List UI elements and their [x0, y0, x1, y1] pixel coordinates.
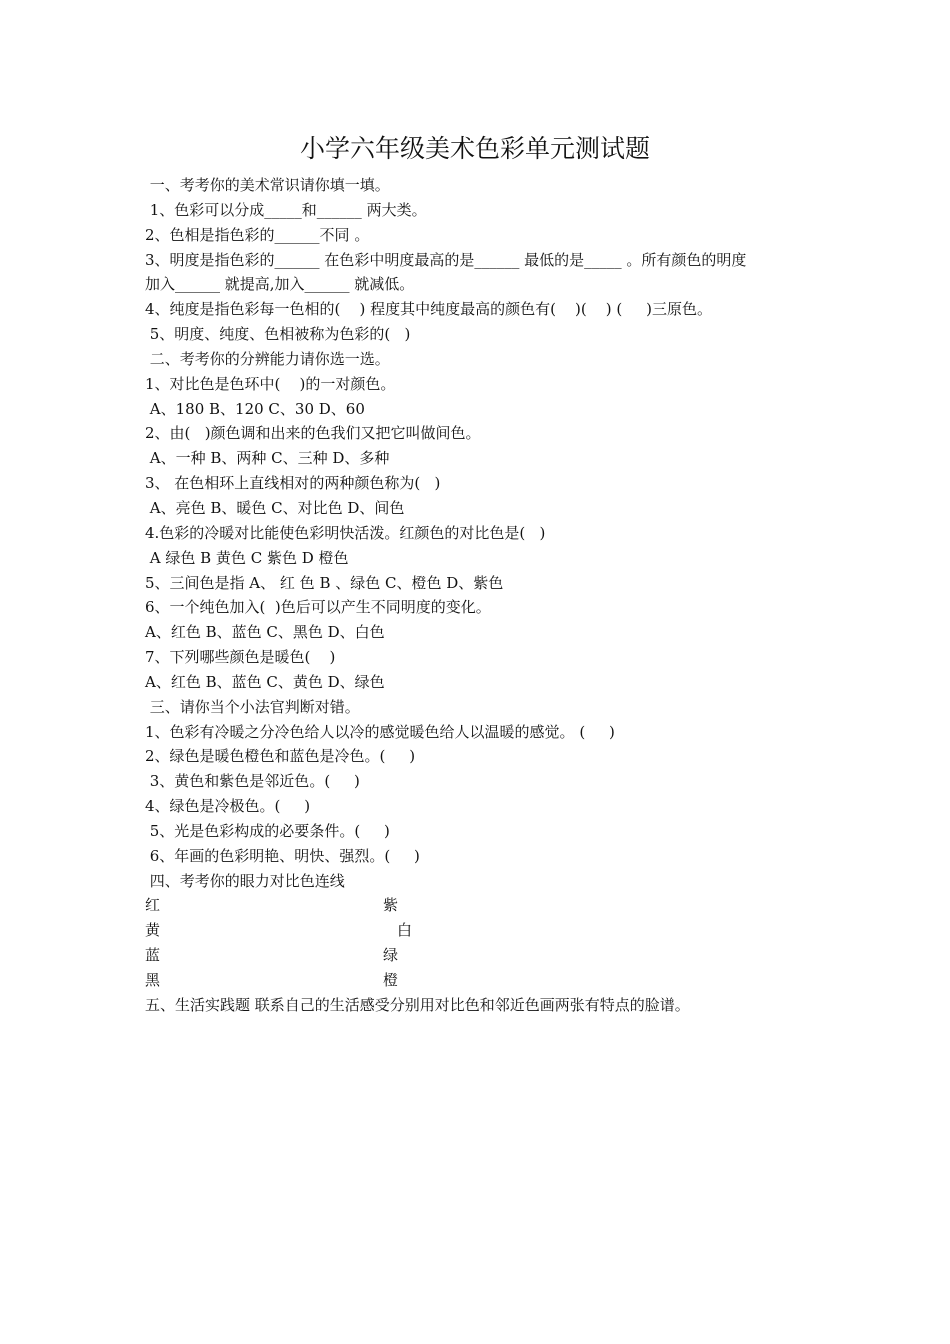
question-1-3-continued: 加入______ 就提高,加入______ 就减低。 — [145, 275, 415, 294]
matching-left: 黄 — [145, 921, 161, 940]
question-3-3: 3、黄色和紫色是邻近色。( ) — [145, 772, 360, 791]
question-2-4: 4.色彩的冷暖对比能使色彩明快活泼。红颜色的对比色是( ) — [145, 523, 546, 542]
question-1-3: 3、明度是指色彩的______ 在色彩中明度最高的是______ 最低的是_____ 。所有颜色的明度 — [145, 250, 747, 269]
question-2-6: 6、一个纯色加入( )色后可以产生不同明度的变化。 — [145, 598, 491, 617]
question-1-5: 5、明度、纯度、色相被称为色彩的( ) — [145, 325, 411, 344]
matching-row — [145, 968, 825, 993]
question-3-6: 6、年画的色彩明艳、明快、强烈。( ) — [145, 846, 420, 865]
page-title: 小学六年级美术色彩单元测试题 — [299, 134, 650, 163]
matching-left: 蓝 — [145, 946, 161, 965]
matching-left: 红 — [145, 896, 161, 915]
question-2-1: 1、对比色是色环中( )的一对颜色。 — [145, 374, 396, 393]
document-body — [145, 173, 825, 1018]
question-2-3-options: A、亮色 B、暖色 C、对比色 D、间色 — [145, 498, 405, 517]
question-3-2: 2、绿色是暖色橙色和蓝色是冷色。( ) — [145, 747, 416, 766]
matching-right: 绿 — [383, 946, 399, 965]
question-2-6-options: A、红色 B、蓝色 C、黑色 D、白色 — [145, 623, 385, 642]
section-1-heading: 一、考考你的美术常识请你填一填。 — [145, 176, 390, 194]
question-2-4-options: A 绿色 B 黄色 C 紫色 D 橙色 — [145, 548, 349, 567]
question-3-5: 5、光是色彩构成的必要条件。( ) — [145, 821, 390, 840]
section-4-heading: 四、考考你的眼力对比色连线 — [145, 871, 345, 890]
question-2-2-options: A、一种 B、两种 C、三种 D、多种 — [145, 449, 390, 468]
matching-row — [145, 943, 825, 968]
question-1-4: 4、纯度是指色彩每一色相的( ) 程度其中纯度最高的颜色有( )( ) ( )三原色。 — [145, 300, 712, 319]
question-2-1-options: A、180 B、120 C、30 D、60 — [145, 399, 365, 418]
question-1-2: 2、色相是指色彩的______不同 。 — [145, 225, 370, 244]
section-5-question: 五、生活实践题 联系自己的生活感受分别用对比色和邻近色画两张有特点的脸谱。 — [145, 995, 690, 1014]
question-2-3: 3、 在色相环上直线相对的两种颜色称为( ) — [145, 474, 441, 493]
section-3-heading: 三、请你当个小法官判断对错。 — [145, 697, 360, 716]
question-2-7-options: A、红色 B、蓝色 C、黄色 D、绿色 — [145, 672, 385, 691]
question-3-1: 1、色彩有冷暖之分冷色给人以冷的感觉暖色给人以温暖的感觉。 ( ) — [145, 722, 615, 741]
question-2-2: 2、由( )颜色调和出来的色我们又把它叫做间色。 — [145, 424, 481, 443]
matching-right: 白 — [397, 921, 413, 940]
matching-row — [145, 918, 825, 943]
matching-right: 橙 — [383, 971, 399, 989]
question-3-4: 4、绿色是冷极色。( ) — [145, 797, 311, 816]
matching-right: 紫 — [383, 896, 399, 915]
question-2-5: 5、三间色是指 A、 红 色 B 、绿色 C、橙色 D、紫色 — [145, 573, 504, 592]
section-2-heading: 二、考考你的分辨能力请你选一选。 — [145, 349, 390, 368]
question-2-7: 7、下列哪些颜色是暖色( ) — [145, 648, 336, 667]
question-1-1: 1、色彩可以分成_____和______ 两大类。 — [145, 200, 427, 219]
matching-left: 黑 — [145, 971, 161, 989]
matching-row — [145, 893, 825, 918]
